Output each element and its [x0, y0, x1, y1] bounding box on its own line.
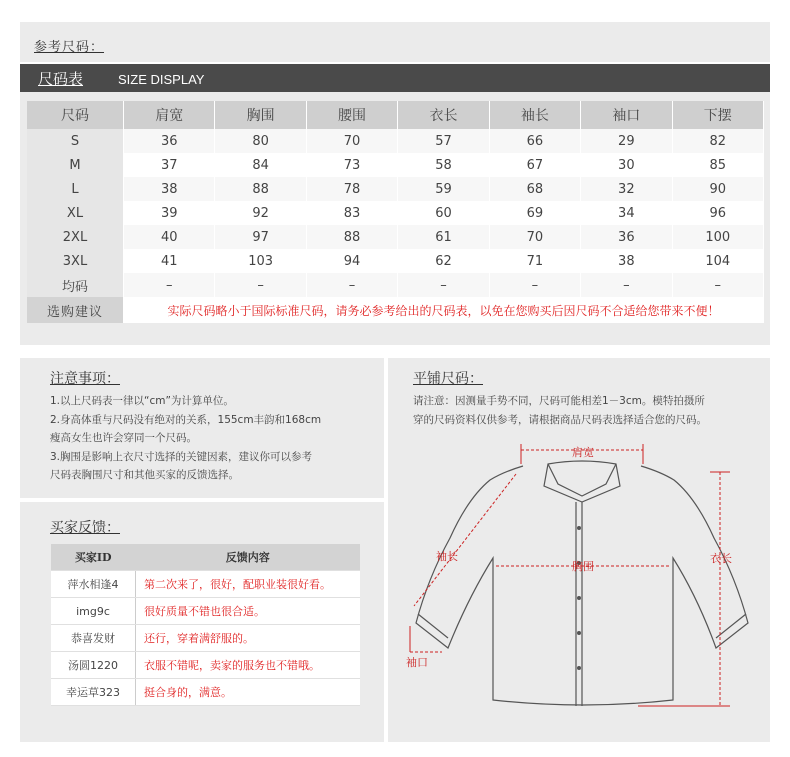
notes-line: 瘦高女生也许会穿同一个尺码。 [50, 432, 197, 444]
table-row [27, 225, 764, 249]
table-row [51, 598, 360, 625]
notes-text [50, 392, 370, 485]
table-cell: 37 [124, 153, 215, 177]
table-cell: 60 [398, 201, 489, 225]
table-row [27, 249, 764, 273]
size-label: 3XL [27, 249, 124, 273]
buyer-comment: 还行，穿着满舒服的。 [136, 625, 361, 652]
table-cell: – [124, 273, 215, 297]
size-chart-title: 尺码表 [38, 70, 84, 88]
table-cell: 70 [489, 225, 580, 249]
size-display-subtitle: SIZE DISPLAY [118, 72, 205, 87]
table-cell: 32 [581, 177, 672, 201]
table-cell: 40 [124, 225, 215, 249]
table-cell: 61 [398, 225, 489, 249]
measurement-guides [410, 444, 730, 706]
table-cell: 103 [215, 249, 306, 273]
size-table-header-row [27, 101, 764, 129]
table-row [27, 201, 764, 225]
size-label: S [27, 129, 124, 153]
table-cell: 80 [215, 129, 306, 153]
feedback-title: 买家反馈： [50, 520, 120, 536]
table-row [27, 273, 764, 297]
size-label: 2XL [27, 225, 124, 249]
feedback-user-header: 买家ID [51, 544, 136, 571]
column-header: 肩宽 [124, 101, 215, 129]
buyer-comment: 挺合身的，满意。 [136, 679, 361, 706]
chest-label: 胸围 [572, 560, 594, 573]
table-cell: 96 [672, 201, 763, 225]
notes-line: 1.以上尺码表一律以“cm”为计算单位。 [50, 395, 234, 407]
column-header: 尺码 [27, 101, 124, 129]
table-cell: 73 [306, 153, 397, 177]
table-row [51, 652, 360, 679]
notes-line: 2.身高体重与尺码没有绝对的关系，155cm丰韵和168cm [50, 413, 322, 426]
table-cell: 97 [215, 225, 306, 249]
size-label: M [27, 153, 124, 177]
column-header: 胸围 [215, 101, 306, 129]
buyer-id: img9c [51, 598, 136, 625]
flat-measure-line: 穿的尺码资料仅供参考，请根据商品尺码表选择适合您的尺码。 [413, 413, 707, 426]
buyer-id: 幸运草323 [51, 679, 136, 706]
size-label: 均码 [27, 273, 124, 297]
table-cell: 100 [672, 225, 763, 249]
flat-measure-line: 请注意：因测量手势不同，尺码可能相差1－3cm。模特拍摄所 [413, 395, 705, 407]
size-label: XL [27, 201, 124, 225]
table-cell: – [398, 273, 489, 297]
table-cell: 39 [124, 201, 215, 225]
table-row [51, 571, 360, 598]
length-label: 衣长 [710, 552, 732, 565]
table-cell: – [581, 273, 672, 297]
sleeve-label: 袖长 [436, 550, 458, 563]
column-header: 下摆 [672, 101, 763, 129]
table-cell: 70 [306, 129, 397, 153]
feedback-header-row [51, 544, 360, 571]
notes-line: 3.胸围是影响上衣尺寸选择的关键因素，建议你可以参考 [50, 450, 313, 463]
table-row [27, 177, 764, 201]
table-cell: 36 [124, 129, 215, 153]
table-cell: 94 [306, 249, 397, 273]
table-cell: 88 [306, 225, 397, 249]
top-header-bar [20, 22, 770, 62]
size-label: L [27, 177, 124, 201]
buyer-comment: 衣服不错呢，卖家的服务也不错哦。 [136, 652, 361, 679]
table-cell: 34 [581, 201, 672, 225]
table-cell: 104 [672, 249, 763, 273]
table-cell: 58 [398, 153, 489, 177]
table-cell: 84 [215, 153, 306, 177]
table-row [27, 153, 764, 177]
table-row [51, 625, 360, 652]
buyer-comment: 第二次来了，很好，配职业装很好看。 [136, 571, 361, 598]
table-cell: 38 [581, 249, 672, 273]
table-cell: – [489, 273, 580, 297]
column-header: 腰围 [306, 101, 397, 129]
table-cell: 62 [398, 249, 489, 273]
buyer-id: 萍水相逢4 [51, 571, 136, 598]
table-cell: 57 [398, 129, 489, 153]
feedback-table [51, 544, 360, 706]
reference-size-title: 参考尺码： [34, 40, 105, 55]
shirt-diagram [398, 438, 763, 738]
column-header: 袖长 [489, 101, 580, 129]
table-cell: 41 [124, 249, 215, 273]
feedback-content-header: 反馈内容 [136, 544, 361, 571]
table-cell: 66 [489, 129, 580, 153]
shirt-buttons [577, 526, 581, 670]
table-row [27, 129, 764, 153]
table-cell: 69 [489, 201, 580, 225]
table-cell: – [215, 273, 306, 297]
table-cell: 83 [306, 201, 397, 225]
table-cell: 82 [672, 129, 763, 153]
table-cell: 88 [215, 177, 306, 201]
advice-row [27, 297, 764, 323]
table-cell: 38 [124, 177, 215, 201]
table-row [51, 679, 360, 706]
table-cell: 92 [215, 201, 306, 225]
table-cell: 90 [672, 177, 763, 201]
shoulder-label: 肩宽 [572, 446, 594, 459]
table-cell: – [306, 273, 397, 297]
shirt-outline [416, 461, 748, 706]
column-header: 衣长 [398, 101, 489, 129]
buyer-id: 恭喜发财 [51, 625, 136, 652]
table-cell: 59 [398, 177, 489, 201]
table-cell: 36 [581, 225, 672, 249]
table-cell: 85 [672, 153, 763, 177]
flat-measure-text [413, 392, 758, 429]
column-header: 袖口 [581, 101, 672, 129]
table-cell: – [672, 273, 763, 297]
table-cell: 30 [581, 153, 672, 177]
notes-line: 尺码表胸围尺寸和其他买家的反馈选择。 [50, 469, 239, 481]
table-cell: 78 [306, 177, 397, 201]
advice-label: 选购建议 [27, 297, 124, 323]
table-cell: 68 [489, 177, 580, 201]
notes-title: 注意事项： [50, 371, 120, 387]
flat-measure-title: 平铺尺码： [413, 371, 483, 387]
buyer-comment: 很好质量不错也很合适。 [136, 598, 361, 625]
cuff-label: 袖口 [406, 656, 428, 669]
advice-text: 实际尺码略小于国际标准尺码，请务必参考给出的尺码表，以免在您购买后因尺码不合适给您带来不便！ [124, 297, 764, 323]
table-cell: 67 [489, 153, 580, 177]
table-cell: 71 [489, 249, 580, 273]
size-table [27, 101, 764, 323]
table-cell: 29 [581, 129, 672, 153]
buyer-id: 汤圆1220 [51, 652, 136, 679]
